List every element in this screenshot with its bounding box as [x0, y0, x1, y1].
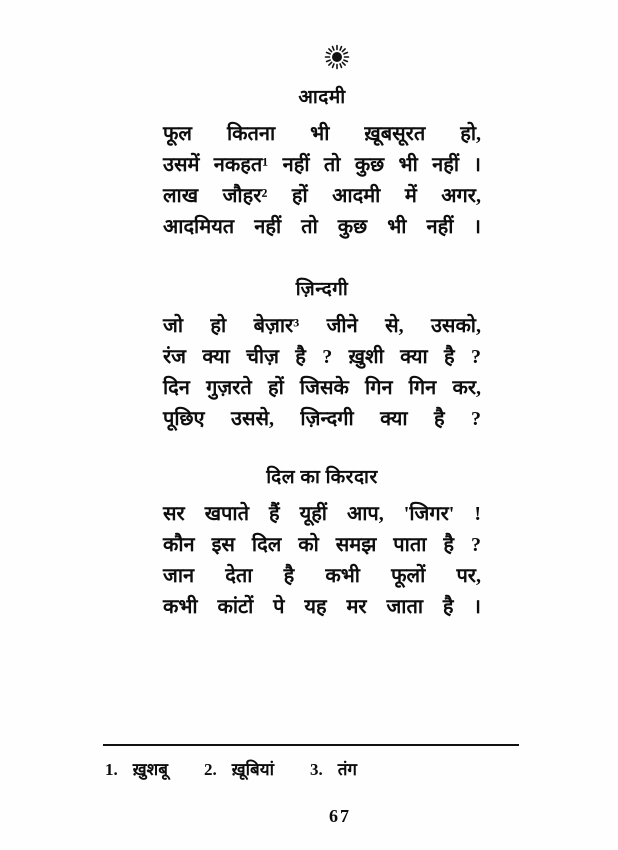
poem-title: दिल का किरदार [266, 467, 378, 488]
page-number: 67 [329, 806, 351, 826]
footnote-text: तंग [337, 760, 357, 779]
poem-zindagi [163, 278, 481, 435]
poem-line: जो हो बेज़ार³ जीने से, उसको, [163, 315, 481, 337]
poem-line: दिन गुज़रते हों जिसके गिन गिन कर, [163, 377, 481, 399]
footnote-item [310, 757, 357, 780]
poem-title: ज़िन्दगी [295, 279, 349, 300]
poem-title: आदमी [298, 87, 346, 108]
poem-line: पूछिए उससे, ज़िन्दगी क्या है ? [163, 408, 481, 430]
footnotes [105, 757, 357, 780]
poem-line: कभी कांटों पे यह मर जाता है । [163, 596, 481, 618]
poem-line: फूल कितना भी ख़ूबसूरत हो, [163, 123, 481, 145]
footnote-number: 1. [105, 760, 118, 779]
footnote-number: 2. [203, 760, 217, 779]
poem-dil-ka-kirdar [163, 466, 481, 623]
footnote-text: ख़ुशबू [132, 760, 168, 779]
footnote-item [105, 757, 168, 780]
poem-line: रंज क्या चीज़ है ? ख़ुशी क्या है ? [163, 346, 481, 368]
poem-line: लाख जौहर² हों आदमी में अगर, [163, 185, 481, 207]
poem-aadmi [163, 86, 481, 243]
footnote-text: ख़ूबियां [231, 760, 274, 779]
footnote-item [204, 757, 274, 780]
poem-line: जान देता है कभी फूलों पर, [163, 565, 481, 587]
sun-ornament-icon [324, 44, 350, 70]
poem-line: उसमें नकहत¹ नहीं तो कुछ भी नहीं । [163, 154, 481, 176]
footnote-divider [103, 744, 519, 746]
footnote-number: 3. [309, 760, 323, 779]
poem-line: कौन इस दिल को समझ पाता है ? [163, 534, 481, 556]
poem-line: आदमियत नहीं तो कुछ भी नहीं । [163, 216, 481, 238]
poem-line: सर खपाते हैं यूहीं आप, 'जिगर' ! [163, 503, 481, 525]
